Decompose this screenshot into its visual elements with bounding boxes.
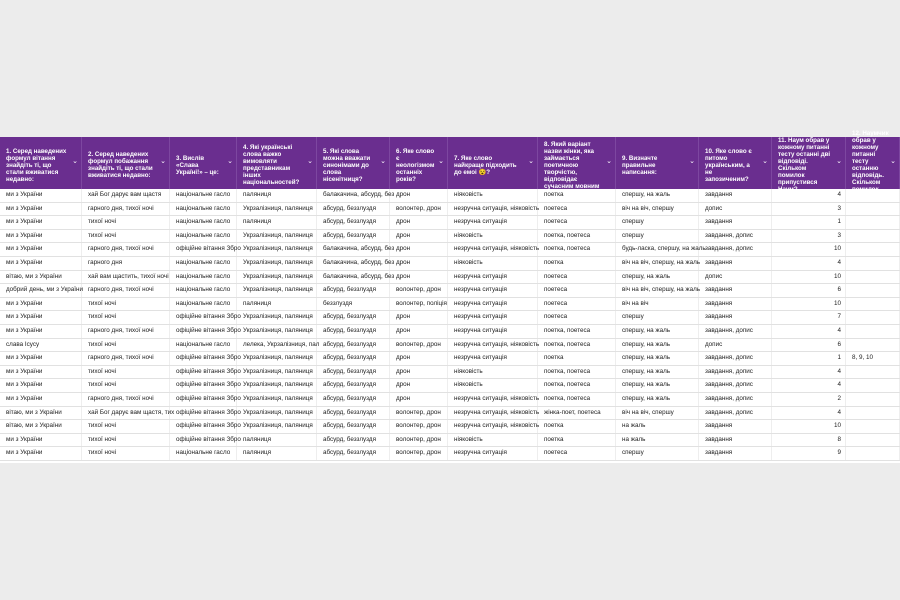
table-cell[interactable]: Укрзалізниця, паляниця: [237, 352, 317, 365]
table-cell[interactable]: [846, 407, 900, 420]
filter-dropdown-icon[interactable]: ⌄: [380, 158, 386, 165]
table-cell[interactable]: офіційне вітання Збро: [170, 393, 237, 406]
table-cell[interactable]: волонтер, поліція: [390, 298, 448, 311]
table-cell[interactable]: незручна ситуація, ніяковість: [448, 243, 538, 256]
table-cell[interactable]: волонтер, дрон: [390, 339, 448, 352]
table-cell[interactable]: поетеса: [538, 311, 616, 324]
table-cell[interactable]: ми з України: [0, 366, 82, 379]
table-cell[interactable]: завдання: [699, 311, 772, 324]
table-cell[interactable]: ніяковість: [448, 434, 538, 447]
filter-dropdown-icon[interactable]: ⌄: [160, 158, 166, 165]
table-cell[interactable]: Укрзалізниця, паляниця: [237, 407, 317, 420]
table-cell[interactable]: завдання, допис: [699, 243, 772, 256]
table-cell[interactable]: незручна ситуація, ніяковість: [448, 203, 538, 216]
table-row: [0, 407, 900, 421]
table-cell[interactable]: національне гасло: [170, 189, 237, 202]
table-cell[interactable]: Укрзалізниця, паляниця: [237, 203, 317, 216]
table-cell[interactable]: тихої ночі: [82, 298, 170, 311]
table-cell[interactable]: гарного дня, тихої ночі: [82, 393, 170, 406]
table-cell[interactable]: тихої ночі: [82, 366, 170, 379]
table-cell[interactable]: поетка: [538, 257, 616, 270]
table-cell[interactable]: спершу, на жаль: [616, 366, 699, 379]
table-cell[interactable]: абсурд, беззлуздя: [317, 339, 390, 352]
table-body: [0, 189, 900, 461]
table-cell[interactable]: поетка: [538, 189, 616, 202]
table-cell[interactable]: офіційне вітання Збро: [170, 311, 237, 324]
table-cell[interactable]: паляниця: [237, 434, 317, 447]
table-cell[interactable]: спершу, на жаль: [616, 393, 699, 406]
filter-dropdown-icon[interactable]: ⌄: [762, 158, 768, 165]
table-cell[interactable]: незручна ситуація: [448, 284, 538, 297]
table-cell[interactable]: волонтер, дрон: [390, 407, 448, 420]
table-cell[interactable]: ми з України: [0, 230, 82, 243]
table-cell[interactable]: національне гасло: [170, 203, 237, 216]
table-cell[interactable]: тихої ночі: [82, 434, 170, 447]
table-cell[interactable]: завдання: [699, 434, 772, 447]
table-cell[interactable]: національне гасло: [170, 257, 237, 270]
table-cell[interactable]: завдання: [699, 420, 772, 433]
table-cell[interactable]: завдання: [699, 447, 772, 460]
table-cell[interactable]: тихої ночі: [82, 447, 170, 460]
table-cell[interactable]: хай Бог дарує вам щастя, тих: [82, 407, 170, 420]
table-row: [0, 189, 900, 203]
table-cell[interactable]: національне гасло: [170, 216, 237, 229]
table-cell[interactable]: незручна ситуація: [448, 298, 538, 311]
table-row: [0, 257, 900, 271]
table-cell[interactable]: [846, 298, 900, 311]
table-cell[interactable]: 6: [772, 339, 846, 352]
column-header-10[interactable]: [699, 137, 772, 189]
table-cell[interactable]: [846, 216, 900, 229]
table-cell[interactable]: паляниця: [237, 447, 317, 460]
table-row: [0, 366, 900, 380]
table-cell[interactable]: поетка, поетеса: [538, 393, 616, 406]
filter-dropdown-icon[interactable]: ⌄: [606, 158, 612, 165]
table-cell[interactable]: 8: [772, 434, 846, 447]
table-cell[interactable]: тихої ночі: [82, 339, 170, 352]
table-cell[interactable]: 4: [772, 325, 846, 338]
table-cell[interactable]: завдання: [699, 284, 772, 297]
filter-dropdown-icon[interactable]: ⌄: [890, 158, 896, 165]
table-cell[interactable]: ми з України: [0, 379, 82, 392]
column-header-3[interactable]: [170, 137, 237, 189]
table-cell[interactable]: віч на віч, спершу, на жаль: [616, 284, 699, 297]
table-cell[interactable]: 3: [772, 230, 846, 243]
table-cell[interactable]: слава Ісусу: [0, 339, 82, 352]
table-cell[interactable]: незручна ситуація, ніяковість: [448, 339, 538, 352]
table-cell[interactable]: завдання, допис: [699, 325, 772, 338]
table-cell[interactable]: 6: [772, 284, 846, 297]
table-cell[interactable]: [846, 447, 900, 460]
table-cell[interactable]: дрон: [390, 257, 448, 270]
filter-dropdown-icon[interactable]: ⌄: [836, 158, 842, 165]
table-cell[interactable]: хай Бог дарує вам щастя: [82, 189, 170, 202]
table-cell[interactable]: 1: [772, 216, 846, 229]
table-row: [0, 379, 900, 393]
table-cell[interactable]: [846, 189, 900, 202]
table-cell[interactable]: поетка, поетеса: [538, 243, 616, 256]
table-cell[interactable]: волонтер, дрон: [390, 203, 448, 216]
table-cell[interactable]: вітаю, ми з України: [0, 271, 82, 284]
table-cell[interactable]: офіційне вітання Збро: [170, 325, 237, 338]
column-header-9[interactable]: [616, 137, 699, 189]
table-cell[interactable]: 9: [772, 447, 846, 460]
table-cell[interactable]: Укрзалізниця, паляниця: [237, 311, 317, 324]
table-cell[interactable]: 1: [772, 352, 846, 365]
table-cell[interactable]: дрон: [390, 189, 448, 202]
table-cell[interactable]: незручна ситуація, ніяковість: [448, 393, 538, 406]
table-cell[interactable]: [846, 257, 900, 270]
column-header-6[interactable]: [390, 137, 448, 189]
table-cell[interactable]: завдання, допис: [699, 352, 772, 365]
table-cell[interactable]: національне гасло: [170, 339, 237, 352]
table-cell[interactable]: тихої ночі: [82, 216, 170, 229]
table-cell[interactable]: спершу, на жаль: [616, 339, 699, 352]
column-header-label: 4. Які українські слова важко вимовляти представникам інших національностей?: [243, 144, 300, 186]
table-cell[interactable]: незручна ситуація: [448, 216, 538, 229]
table-cell[interactable]: ми з України: [0, 243, 82, 256]
table-cell[interactable]: паляниця: [237, 216, 317, 229]
table-cell[interactable]: офіційне вітання Збро: [170, 243, 237, 256]
table-cell[interactable]: ніяковість: [448, 257, 538, 270]
table-cell[interactable]: [846, 325, 900, 338]
table-cell[interactable]: Укрзалізниця, паляниця: [237, 271, 317, 284]
table-cell[interactable]: допис: [699, 339, 772, 352]
table-cell[interactable]: [846, 366, 900, 379]
table-cell[interactable]: [846, 284, 900, 297]
table-cell[interactable]: завдання, допис: [699, 379, 772, 392]
table-cell[interactable]: поетеса: [538, 284, 616, 297]
column-header-label: 5. Які слова можна вважати синонімами до слова нісенітниця?: [323, 147, 371, 183]
table-cell[interactable]: Укрзалізниця, паляниця: [237, 284, 317, 297]
response-sheet: [0, 130, 900, 463]
table-cell[interactable]: абсурд, беззлуздя: [317, 407, 390, 420]
column-header-7[interactable]: [448, 137, 538, 189]
table-cell[interactable]: офіційне вітання Збро: [170, 366, 237, 379]
table-cell[interactable]: абсурд, беззлуздя: [317, 393, 390, 406]
table-cell[interactable]: спершу, на жаль: [616, 189, 699, 202]
table-cell[interactable]: [846, 271, 900, 284]
table-cell[interactable]: 7: [772, 311, 846, 324]
table-cell[interactable]: абсурд, беззлуздя: [317, 366, 390, 379]
table-cell[interactable]: 4: [772, 189, 846, 202]
column-header-label: 11. Наум обрав у кожному питанні тесту останні дві відповіді. Скільком помилок припустився Наум?: [778, 137, 831, 193]
table-cell[interactable]: завдання: [699, 189, 772, 202]
table-cell[interactable]: спершу, на жаль: [616, 325, 699, 338]
table-cell[interactable]: допис: [699, 203, 772, 216]
table-cell[interactable]: поетеса: [538, 298, 616, 311]
table-cell[interactable]: жінка-поет, поетеса: [538, 407, 616, 420]
table-cell[interactable]: абсурд, беззлуздя: [317, 230, 390, 243]
table-cell[interactable]: вітаю, ми з України: [0, 407, 82, 420]
table-cell[interactable]: дрон: [390, 379, 448, 392]
table-cell[interactable]: тихої ночі: [82, 420, 170, 433]
filter-dropdown-icon[interactable]: ⌄: [689, 158, 695, 165]
column-header-5[interactable]: [317, 137, 390, 189]
column-header-label: 7. Яке слово найкраще підходить до емоі 😵?: [454, 154, 517, 176]
table-cell[interactable]: завдання: [699, 257, 772, 270]
table-row: [0, 311, 900, 325]
table-cell[interactable]: [846, 434, 900, 447]
table-cell[interactable]: паляниця: [237, 298, 317, 311]
table-cell[interactable]: абсурд, беззлуздя: [317, 379, 390, 392]
table-cell[interactable]: національне гасло: [170, 447, 237, 460]
table-cell[interactable]: ми з України: [0, 298, 82, 311]
column-header-label: 12. Наумчик обрав у кожному питанні тесту останню відповідь. Скільком помилок припустився: [852, 130, 892, 200]
table-cell[interactable]: гарного дня, тихої ночі: [82, 243, 170, 256]
table-cell[interactable]: [846, 393, 900, 406]
table-cell[interactable]: офіційне вітання Збро: [170, 407, 237, 420]
table-row: [0, 434, 900, 448]
table-cell[interactable]: на жаль: [616, 420, 699, 433]
table-cell[interactable]: [846, 203, 900, 216]
table-cell[interactable]: вітаю, ми з України: [0, 420, 82, 433]
table-cell[interactable]: абсурд, беззлуздя: [317, 352, 390, 365]
table-cell[interactable]: волонтер, дрон: [390, 434, 448, 447]
column-header-8[interactable]: [538, 137, 616, 189]
table-cell[interactable]: Укрзалізниця, паляниця: [237, 420, 317, 433]
table-cell[interactable]: тихої ночі: [82, 230, 170, 243]
column-header-label: 6. Яке слово є неологізмом останніх років?: [396, 147, 435, 183]
table-cell[interactable]: абсурд, беззлуздя: [317, 203, 390, 216]
column-header-label: 2. Серед наведених формул побажання знайдіть ті, що стали вживатися недавно:: [88, 151, 153, 179]
table-cell[interactable]: спершу, на жаль: [616, 352, 699, 365]
table-cell[interactable]: незручна ситуація: [448, 271, 538, 284]
table-cell[interactable]: завдання, допис: [699, 230, 772, 243]
column-header-12[interactable]: [846, 130, 900, 200]
table-cell[interactable]: 4: [772, 379, 846, 392]
table-cell[interactable]: 3: [772, 203, 846, 216]
column-header-11[interactable]: [772, 137, 846, 193]
table-row: [0, 284, 900, 298]
table-cell[interactable]: дрон: [390, 325, 448, 338]
table-cell[interactable]: ніяковість: [448, 379, 538, 392]
table-cell[interactable]: ми з України: [0, 257, 82, 270]
table-cell[interactable]: лелека, Укрзалізниця, пал: [237, 339, 317, 352]
table-row: [0, 203, 900, 217]
table-cell[interactable]: поетеса: [538, 271, 616, 284]
table-cell[interactable]: 2: [772, 393, 846, 406]
filter-dropdown-icon[interactable]: ⌄: [227, 158, 233, 165]
table-cell[interactable]: гарного дня, тихої ночі: [82, 284, 170, 297]
table-cell[interactable]: незручна ситуація: [448, 447, 538, 460]
table-cell[interactable]: ніяковість: [448, 230, 538, 243]
table-cell[interactable]: хай вам щастить, тихої ночі: [82, 271, 170, 284]
table-cell[interactable]: беззлуздя: [317, 298, 390, 311]
table-cell[interactable]: Укрзалізниця, паляниця: [237, 325, 317, 338]
table-cell[interactable]: балакачина, абсурд, без: [317, 189, 390, 202]
table-cell[interactable]: абсурд, беззлуздя: [317, 284, 390, 297]
table-cell[interactable]: волонтер, дрон: [390, 420, 448, 433]
table-cell[interactable]: дрон: [390, 230, 448, 243]
column-header-label: 3. Вислів «Слава Україні!» – це:: [176, 154, 219, 176]
table-cell[interactable]: гарного дня: [82, 257, 170, 270]
table-cell[interactable]: дрон: [390, 271, 448, 284]
table-cell[interactable]: Укрзалізниця, паляниця: [237, 243, 317, 256]
table-cell[interactable]: гарного дня, тихої ночі: [82, 352, 170, 365]
table-cell[interactable]: Укрзалізниця, паляниця: [237, 393, 317, 406]
table-cell[interactable]: дрон: [390, 243, 448, 256]
column-header-2[interactable]: [82, 137, 170, 189]
table-cell[interactable]: поетка: [538, 352, 616, 365]
table-cell[interactable]: Укрзалізниця, паляниця: [237, 230, 317, 243]
table-cell[interactable]: на жаль: [616, 434, 699, 447]
table-cell[interactable]: балакачина, абсурд, без: [317, 271, 390, 284]
column-header-label: 1. Серед наведених формул вітання знайдіть ті, що стали вживатися недавно:: [6, 147, 67, 183]
table-cell[interactable]: [846, 420, 900, 433]
table-cell[interactable]: [846, 379, 900, 392]
table-cell[interactable]: офіційне вітання Збро: [170, 379, 237, 392]
table-cell[interactable]: 10: [772, 298, 846, 311]
table-cell[interactable]: віч на віч, спершу: [616, 203, 699, 216]
table-cell[interactable]: дрон: [390, 216, 448, 229]
table-cell[interactable]: спершу: [616, 230, 699, 243]
table-cell[interactable]: дрон: [390, 352, 448, 365]
table-cell[interactable]: віч на віч: [616, 298, 699, 311]
table-cell[interactable]: дрон: [390, 311, 448, 324]
table-cell[interactable]: гарного дня, тихої ночі: [82, 325, 170, 338]
table-cell[interactable]: 10: [772, 243, 846, 256]
table-cell[interactable]: спершу: [616, 447, 699, 460]
table-row: [0, 447, 900, 461]
column-header-1[interactable]: [0, 137, 82, 189]
table-cell[interactable]: спершу, на жаль: [616, 271, 699, 284]
table-cell[interactable]: абсурд, беззлуздя: [317, 311, 390, 324]
table-cell[interactable]: незручна ситуація, ніяковість: [448, 407, 538, 420]
table-cell[interactable]: [846, 230, 900, 243]
table-cell[interactable]: гарного дня, тихої ночі: [82, 203, 170, 216]
table-cell[interactable]: незручна ситуація: [448, 325, 538, 338]
filter-dropdown-icon[interactable]: ⌄: [72, 158, 78, 165]
table-cell[interactable]: [846, 311, 900, 324]
table-cell[interactable]: незручна ситуація, ніяковість: [448, 420, 538, 433]
table-row: [0, 420, 900, 434]
table-row: [0, 339, 900, 353]
table-cell[interactable]: абсурд, беззлуздя: [317, 216, 390, 229]
table-cell[interactable]: завдання: [699, 298, 772, 311]
table-cell[interactable]: тихої ночі: [82, 379, 170, 392]
table-cell[interactable]: поетка, поетеса: [538, 339, 616, 352]
table-cell[interactable]: [846, 339, 900, 352]
table-row: [0, 216, 900, 230]
table-cell[interactable]: поетка, поетеса: [538, 366, 616, 379]
table-cell[interactable]: волонтер, дрон: [390, 284, 448, 297]
table-cell[interactable]: тихої ночі: [82, 311, 170, 324]
table-cell[interactable]: допис: [699, 271, 772, 284]
table-cell[interactable]: волонтер, дрон: [390, 447, 448, 460]
table-cell[interactable]: поетка, поетеса: [538, 325, 616, 338]
table-row: [0, 393, 900, 407]
table-cell[interactable]: дрон: [390, 366, 448, 379]
table-cell[interactable]: поетеса: [538, 447, 616, 460]
filter-dropdown-icon[interactable]: ⌄: [528, 158, 534, 165]
table-cell[interactable]: завдання: [699, 216, 772, 229]
table-cell[interactable]: ми з України: [0, 393, 82, 406]
table-cell[interactable]: Укрзалізниця, паляниця: [237, 366, 317, 379]
table-cell[interactable]: завдання, допис: [699, 407, 772, 420]
column-header-4[interactable]: [237, 137, 317, 189]
table-cell[interactable]: балакачина, абсурд, без: [317, 243, 390, 256]
table-cell[interactable]: абсурд, беззлуздя: [317, 325, 390, 338]
table-cell[interactable]: ми з України: [0, 311, 82, 324]
table-cell[interactable]: офіційне вітання Збро: [170, 420, 237, 433]
table-cell[interactable]: ми з України: [0, 434, 82, 447]
table-cell[interactable]: офіційне вітання Збро: [170, 434, 237, 447]
table-cell[interactable]: ми з України: [0, 325, 82, 338]
table-cell[interactable]: поетка, поетеса: [538, 230, 616, 243]
filter-dropdown-icon[interactable]: ⌄: [438, 158, 444, 165]
table-cell[interactable]: 10: [772, 420, 846, 433]
table-cell[interactable]: ми з України: [0, 189, 82, 202]
table-cell[interactable]: національне гасло: [170, 298, 237, 311]
table-cell[interactable]: абсурд, беззлуздя: [317, 447, 390, 460]
filter-dropdown-icon[interactable]: ⌄: [307, 158, 313, 165]
table-cell[interactable]: будь-ласка, спершу, на жаль: [616, 243, 699, 256]
table-cell[interactable]: спершу, на жаль: [616, 379, 699, 392]
table-cell[interactable]: ми з України: [0, 447, 82, 460]
column-header-label: 8. Який варіант назви жінки, яка займається поетичною творчістю, відповідає сучасним мовним: [544, 140, 600, 190]
table-cell[interactable]: спершу: [616, 311, 699, 324]
table-cell[interactable]: [846, 243, 900, 256]
table-cell[interactable]: абсурд, беззлуздя: [317, 420, 390, 433]
table-cell[interactable]: ми з України: [0, 203, 82, 216]
table-cell[interactable]: 4: [772, 366, 846, 379]
table-row: [0, 352, 900, 366]
table-cell[interactable]: балакачина, абсурд, без: [317, 257, 390, 270]
table-row: [0, 271, 900, 285]
table-cell[interactable]: поетка, поетеса: [538, 379, 616, 392]
table-row: [0, 230, 900, 244]
table-cell[interactable]: Укрзалізниця, паляниця: [237, 257, 317, 270]
table-cell[interactable]: незручна ситуація: [448, 311, 538, 324]
table-cell[interactable]: віч на віч, спершу, на жаль: [616, 257, 699, 270]
table-cell[interactable]: 4: [772, 257, 846, 270]
table-cell[interactable]: добрий день, ми з України: [0, 284, 82, 297]
table-cell[interactable]: завдання, допис: [699, 393, 772, 406]
table-cell[interactable]: ми з України: [0, 352, 82, 365]
table-row: [0, 298, 900, 312]
table-cell[interactable]: абсурд, беззлуздя: [317, 434, 390, 447]
table-cell[interactable]: незручна ситуація: [448, 352, 538, 365]
table-cell[interactable]: ніяковість: [448, 366, 538, 379]
table-cell[interactable]: ніяковість: [448, 189, 538, 202]
column-header-label: 10. Яке слово є питомо українським, а не запозиченим?: [705, 147, 752, 183]
table-cell[interactable]: поетка: [538, 434, 616, 447]
table-cell[interactable]: національне гасло: [170, 230, 237, 243]
table-cell[interactable]: спершу: [616, 216, 699, 229]
table-cell[interactable]: віч на віч, спершу: [616, 407, 699, 420]
table-cell[interactable]: завдання, допис: [699, 366, 772, 379]
table-cell[interactable]: поетеса: [538, 203, 616, 216]
table-cell[interactable]: національне гасло: [170, 271, 237, 284]
table-cell[interactable]: дрон: [390, 393, 448, 406]
table-cell[interactable]: ми з України: [0, 216, 82, 229]
table-cell[interactable]: 4: [772, 407, 846, 420]
table-cell[interactable]: офіційне вітання Збро: [170, 352, 237, 365]
table-cell[interactable]: Укрзалізниця, паляниця: [237, 379, 317, 392]
table-row: [0, 325, 900, 339]
column-header-label: 9. Визначте правильне написання:: [622, 154, 658, 176]
table-cell[interactable]: 8, 9, 10: [846, 352, 900, 365]
table-cell[interactable]: поетка: [538, 420, 616, 433]
table-cell[interactable]: національне гасло: [170, 284, 237, 297]
table-cell[interactable]: 10: [772, 271, 846, 284]
table-row: [0, 243, 900, 257]
table-cell[interactable]: поетеса: [538, 216, 616, 229]
table-cell[interactable]: паляниця: [237, 189, 317, 202]
